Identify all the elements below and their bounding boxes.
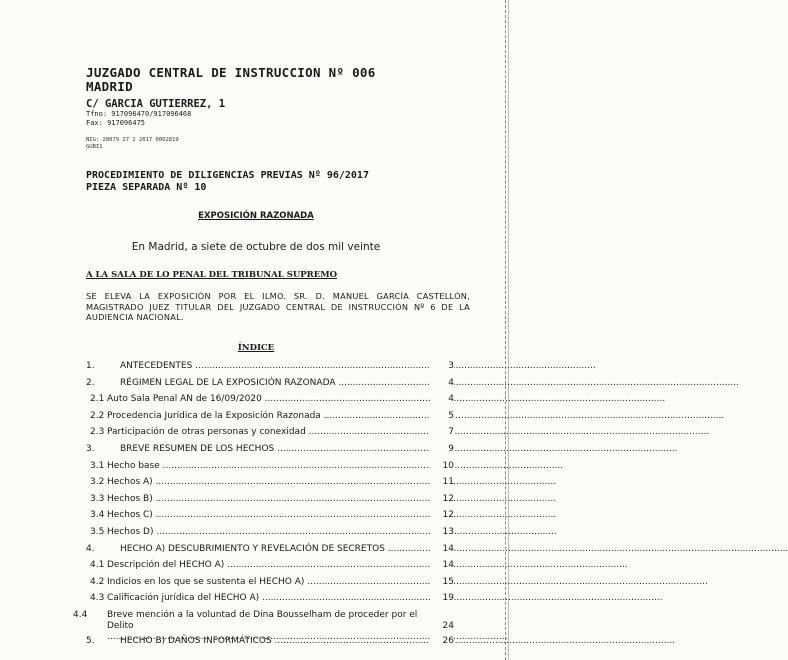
toc-row: [86, 459, 454, 476]
toc-row: [86, 634, 454, 651]
toc-number: 4.4: [73, 609, 88, 620]
toc-number: 3.3: [90, 493, 105, 504]
toc-number: 4.1: [90, 560, 105, 571]
toc-page-number: 14: [430, 544, 454, 554]
index-title: [0, 343, 512, 353]
toc-row: [86, 425, 454, 442]
toc-entry: [86, 378, 430, 388]
toc-entry: [90, 461, 430, 471]
separate-piece-line: PIEZA SEPARADA Nº 10: [86, 181, 207, 193]
case-code: GUBI1: [86, 144, 103, 150]
toc-page-number: 15: [430, 577, 454, 587]
toc-page-number: 12: [430, 510, 454, 520]
toc-entry: [86, 636, 430, 646]
toc-row: [86, 492, 454, 509]
toc-entry: [90, 510, 430, 520]
toc-row: [86, 525, 454, 542]
toc-row: [73, 608, 454, 634]
document-title-text: EXPOSICIÓN RAZONADA: [198, 211, 314, 221]
court-name: JUZGADO CENTRAL DE INSTRUCCION Nº 006: [86, 65, 376, 80]
toc-number: 2.3: [90, 427, 105, 438]
toc-page-number: 26: [430, 636, 454, 646]
toc-page-number: 4: [430, 378, 454, 388]
toc-row: [86, 442, 454, 459]
toc-text: ANTECEDENTES: [120, 361, 193, 371]
toc-text: Descripción del HECHO A): [107, 560, 225, 571]
toc-number: 1.: [86, 361, 95, 371]
toc-page-number: 3: [430, 361, 454, 371]
index-title-text: ÍNDICE: [237, 343, 275, 353]
toc-number: 3.5: [90, 526, 105, 537]
toc-page-number: 5: [430, 411, 454, 421]
nig-number: NIG: 28079 27 2 2017 0002819: [86, 137, 179, 143]
procedure-block: [86, 170, 369, 193]
toc-row: [86, 558, 454, 575]
toc-entry: [90, 494, 430, 504]
toc-page-number: 11: [430, 477, 454, 487]
toc-text: HECHO A) DESCUBRIMIENTO Y REVELACIÓN DE SECRETOS: [120, 543, 385, 554]
toc-page-number: 10: [430, 461, 454, 471]
toc-entry: [90, 527, 430, 537]
toc-number: 4.3: [90, 593, 105, 604]
toc-page-number: 4: [430, 394, 454, 404]
toc-text: BREVE RESUMEN DE LOS HECHOS: [120, 443, 275, 454]
toc-entry: [90, 560, 430, 570]
toc-row: [86, 508, 454, 525]
toc-page-number: 13: [430, 527, 454, 537]
toc-page-number: 19: [430, 593, 454, 603]
toc-text: Indicios en los que se sustenta el HECHO A): [107, 576, 305, 587]
toc-page-number: 12: [430, 494, 454, 504]
toc-row: [86, 575, 454, 592]
procedure-line: PROCEDIMIENTO DE DILIGENCIAS PREVIAS Nº 96/2017: [86, 170, 369, 181]
toc-entry: [90, 477, 430, 487]
case-ids: [86, 137, 179, 151]
toc-text: Calificación jurídica del HECHO A): [107, 593, 260, 604]
toc-text: Hechos A): [107, 477, 153, 488]
toc-entry: [90, 411, 430, 421]
toc-number: 2.2: [90, 410, 105, 421]
place-date: En Madrid, a siete de octubre de dos mil veinte: [131, 241, 381, 253]
toc-entry: [86, 544, 430, 554]
toc-text: Breve mención a la voluntad de Dina Bousselham de proceder por el Delito: [107, 609, 418, 631]
toc-text: HECHO B) DAÑOS INFORMÁTICOS: [120, 635, 272, 646]
toc-number: 2.1: [90, 394, 105, 405]
court-fax: Fax: 917096475: [86, 118, 146, 127]
toc-number: 4.: [86, 543, 95, 554]
toc-number: 3.4: [90, 510, 105, 521]
toc-entry: [86, 361, 430, 371]
toc-number: 5.: [86, 635, 95, 646]
court-city: MADRID: [86, 79, 133, 94]
court-header: [86, 66, 376, 127]
toc-row: [86, 392, 454, 409]
toc-entry: [90, 593, 430, 603]
toc-text: Auto Sala Penal AN de 16/09/2020: [107, 394, 262, 405]
toc-page-number: 7: [430, 427, 454, 437]
toc-entry: [90, 427, 430, 437]
toc-text: Hechos C): [107, 510, 153, 521]
court-address: C/ GARCIA GUTIERREZ, 1: [86, 98, 226, 110]
toc-entry: [90, 394, 430, 404]
toc-row: [86, 409, 454, 426]
toc-page-number: 14: [430, 560, 454, 570]
toc-row: [86, 376, 454, 393]
toc-number: 3.: [86, 443, 95, 454]
toc-number: 4.2: [90, 576, 105, 587]
toc-text: Hechos D): [107, 526, 154, 537]
toc-text: Participación de otras personas y conexidad: [107, 427, 306, 438]
addressee: A LA SALA DE LO PENAL DEL TRIBUNAL SUPREMO: [86, 270, 338, 280]
toc-page-number: 24: [430, 621, 454, 631]
toc-text: Hecho base: [107, 460, 160, 471]
toc-number: 3.2: [90, 477, 105, 488]
toc-row: [86, 591, 454, 608]
table-of-contents: [73, 359, 454, 651]
toc-row: [86, 475, 454, 492]
court-phone: Tfno: 917096470/917096468: [86, 110, 192, 118]
toc-entry: [90, 577, 430, 587]
toc-row: [86, 359, 454, 376]
toc-row: [86, 542, 454, 559]
toc-text: Hechos B): [107, 493, 153, 504]
intro-paragraph: SE ELEVA LA EXPOSICIÓN POR EL ILMO. SR. D. MANUEL GARCÍA CASTELLÓN, MAGISTRADO JUEZ TITULAR DEL JUZGADO CENTRAL DE INSTRUCCIÓN Nº 6 DE LA AUDIENCIA NACIONAL.: [86, 291, 470, 323]
toc-text: RÉGIMEN LEGAL DE LA EXPOSICIÓN RAZONADA: [120, 377, 336, 388]
toc-page-number: 9: [430, 444, 454, 454]
toc-text: Procedencia Jurídica de la Exposición Razonada: [107, 410, 321, 421]
toc-number: 3.1: [90, 460, 105, 471]
toc-number: 2.: [86, 377, 95, 388]
document-title: [0, 211, 512, 221]
toc-entry: [86, 444, 430, 454]
